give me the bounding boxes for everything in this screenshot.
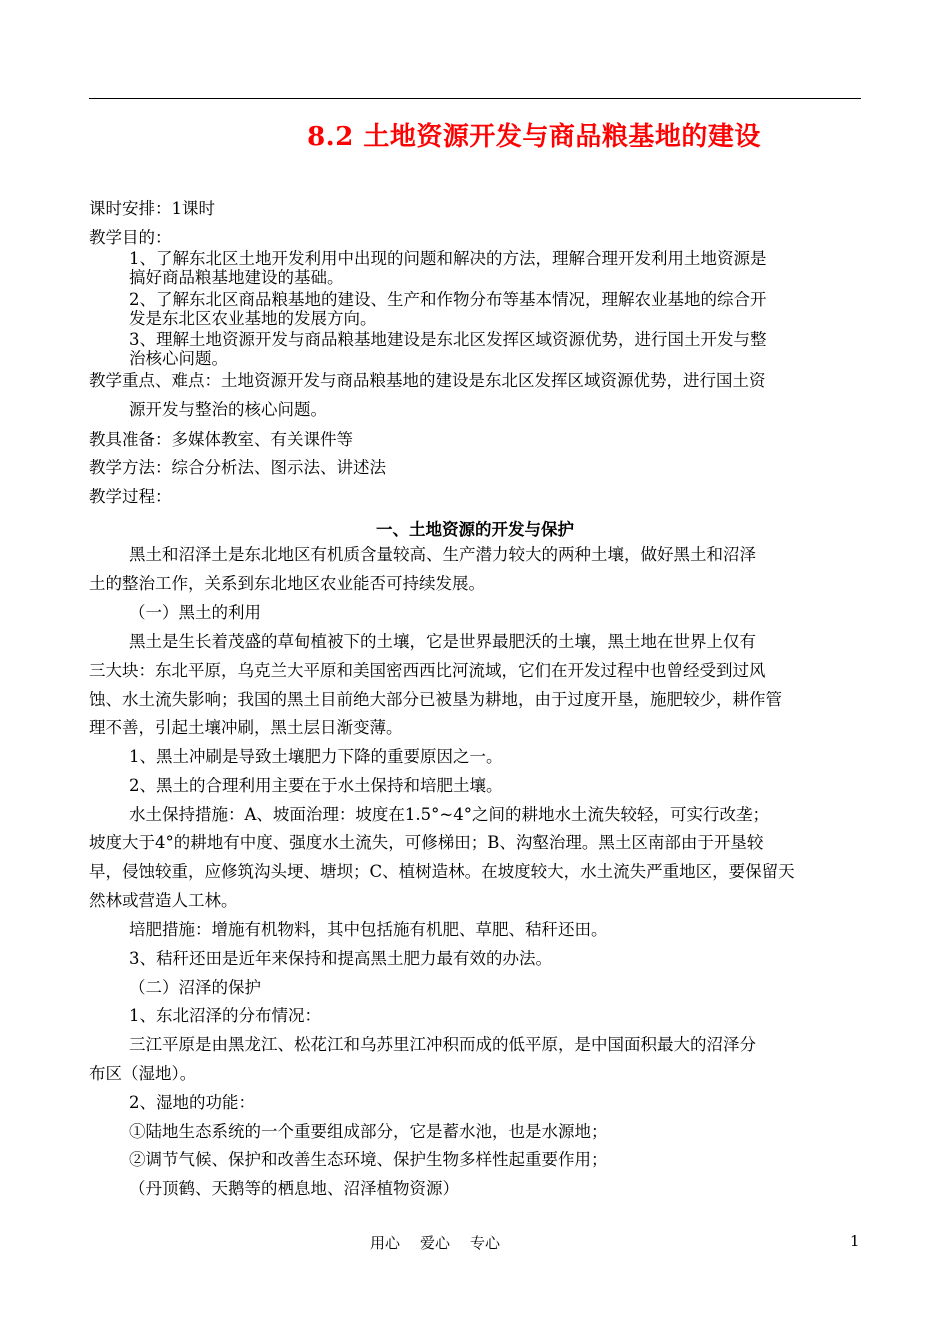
conservation-line-2: 坡度大于4°的耕地有中度、强度水土流失，可修梯田；B、沟壑治理。黑土区南部由于开垦较 — [89, 833, 764, 852]
wetland-function-2: ②调节气候、保护和改善生态环境、保护生物多样性起重要作用； — [129, 1150, 608, 1169]
black-soil-line-1: 黑土是生长着茂盛的草甸植被下的土壤，它是世界最肥沃的土壤，黑土地在世界上仅有 — [129, 632, 756, 651]
footer-slogan — [370, 1232, 520, 1253]
conservation-line-3: 早，侵蚀较重，应修筑沟头埂、塘坝；C、植树造林。在坡度较大，水土流失严重地区，要保留天 — [89, 862, 795, 881]
swamp-text-line-1: 三江平原是由黑龙江、松花江和乌苏里江冲积而成的低平原，是中国面积最大的沼泽分 — [129, 1035, 756, 1054]
page-number: 1 — [850, 1232, 860, 1250]
swamp-point-2: 2、湿地的功能： — [129, 1093, 255, 1112]
section-heading: 一、土地资源的开发与保护 — [376, 520, 574, 539]
footer-slogan-1: 用心 — [370, 1234, 401, 1252]
subsection-swamp: （二）沼泽的保护 — [129, 978, 261, 997]
schedule: 课时安排：1课时 — [89, 199, 215, 218]
objective-3-line-1: 3、理解土地资源开发与商品粮基地建设是东北区发挥区域资源优势，进行国土开发与整 — [129, 330, 767, 349]
conservation-line-4: 然林或营造人工林。 — [89, 891, 238, 910]
objective-1-line-2: 搞好商品粮基地建设的基础。 — [129, 268, 344, 287]
teaching-tools: 教具准备：多媒体教室、有关课件等 — [89, 430, 353, 449]
subsection-black-soil: （一）黑土的利用 — [129, 603, 261, 622]
black-soil-line-3: 蚀、水土流失影响；我国的黑土目前绝大部分已被垦为耕地，由于过度开垦，施肥较少，耕作管 — [89, 690, 782, 709]
objective-3-line-2: 治核心问题。 — [129, 349, 228, 368]
wetland-function-note: （丹顶鹤、天鹅等的栖息地、沼泽植物资源） — [129, 1179, 459, 1198]
wetland-function-1: ①陆地生态系统的一个重要组成部分，它是蓄水池，也是水源地； — [129, 1122, 608, 1141]
point-1: 1、黑土冲刷是导致土壤肥力下降的重要原因之一。 — [129, 747, 503, 766]
document-title: 8.2 土地资源开发与商品粮基地的建设 — [307, 122, 761, 152]
swamp-point-1: 1、东北沼泽的分布情况： — [129, 1006, 321, 1025]
objectives-label: 教学目的： — [89, 228, 172, 247]
footer-slogan-3: 专心 — [470, 1234, 501, 1252]
header-rule — [89, 98, 861, 99]
teaching-methods: 教学方法：综合分析法、图示法、讲述法 — [89, 458, 386, 477]
objective-1-line-1: 1、了解东北区土地开发利用中出现的问题和解决的方法，理解合理开发利用土地资源是 — [129, 249, 767, 268]
intro-line-1: 黑土和沼泽土是东北地区有机质含量较高、生产潜力较大的两种土壤，做好黑土和沼泽 — [129, 545, 756, 564]
swamp-text-line-2: 布区（湿地）。 — [89, 1064, 197, 1083]
key-points-line-1: 教学重点、难点：土地资源开发与商品粮基地的建设是东北区发挥区域资源优势，进行国土资 — [89, 371, 766, 390]
process-label: 教学过程： — [89, 487, 172, 506]
objective-2-line-1: 2、了解东北区商品粮基地的建设、生产和作物分布等基本情况，理解农业基地的综合开 — [129, 290, 767, 309]
point-2: 2、黑土的合理利用主要在于水土保持和培肥土壤。 — [129, 776, 503, 795]
fertilize-measures: 培肥措施：增施有机物料，其中包括施有机肥、草肥、秸秆还田。 — [129, 920, 608, 939]
intro-line-2: 土的整治工作，关系到东北地区农业能否可持续发展。 — [89, 574, 485, 593]
black-soil-line-4: 理不善，引起土壤冲刷，黑土层日渐变薄。 — [89, 718, 403, 737]
objective-2-line-2: 发是东北区农业基地的发展方向。 — [129, 309, 377, 328]
conservation-line-1: 水土保持措施：A、坡面治理：坡度在1.5°~4°之间的耕地水土流失较轻，可实行改垄； — [129, 805, 769, 824]
footer-slogan-2: 爱心 — [420, 1234, 451, 1252]
point-3: 3、秸秆还田是近年来保持和提高黑土肥力最有效的办法。 — [129, 949, 552, 968]
key-points-line-2: 源开发与整治的核心问题。 — [129, 400, 327, 419]
black-soil-line-2: 三大块：东北平原，乌克兰大平原和美国密西西比河流域，它们在开发过程中也曾经受到过风 — [89, 661, 766, 680]
